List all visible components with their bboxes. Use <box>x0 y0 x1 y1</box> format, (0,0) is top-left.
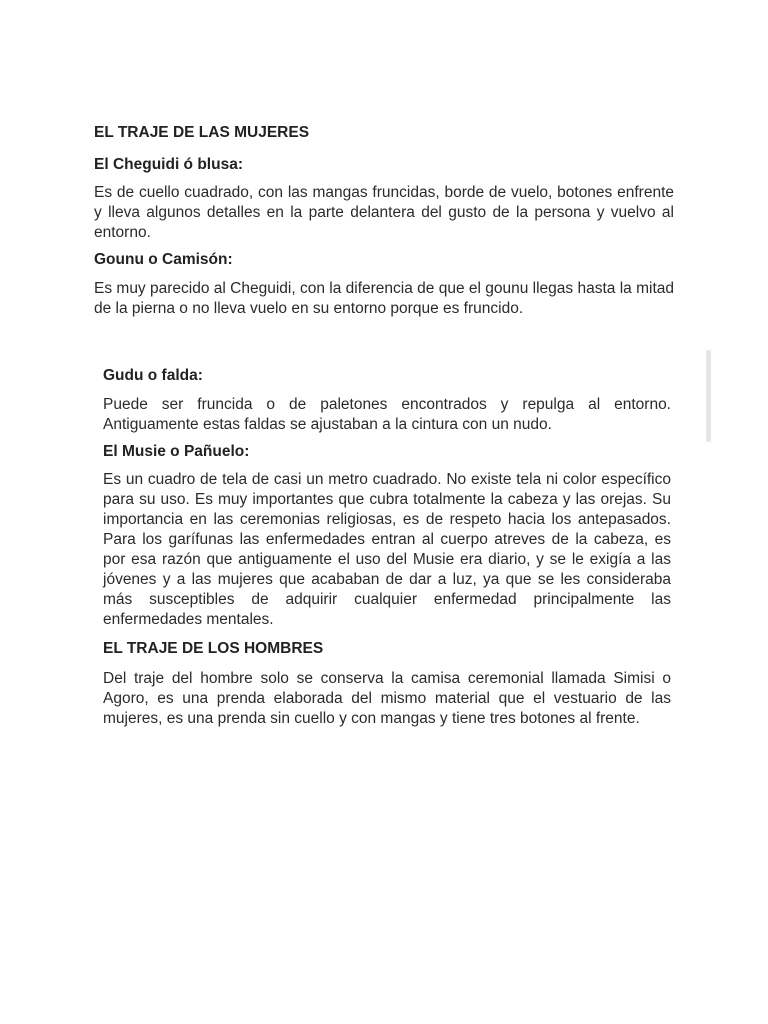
section-title-women: EL TRAJE DE LAS MUJERES <box>94 124 310 141</box>
paragraph-cheguidi: Es de cuello cuadrado, con las mangas fruncidas, borde de vuelo, botones enfrente y lleva algunos detalles en la parte delantera del gusto de la persona y vuelvo al entorno. <box>94 184 674 241</box>
page-section-women-1 <box>94 124 674 319</box>
heading-musie: El Musie o Pañuelo: <box>103 443 250 460</box>
page-section-women-2 <box>103 367 671 729</box>
paragraph-gudu: Puede ser fruncida o de paletones encontrados y repulga al entorno. Antiguamente estas faldas se ajustaban a la cintura con un nudo. <box>103 396 671 433</box>
heading-cheguidi: El Cheguidi ó blusa: <box>94 156 243 173</box>
heading-gounu: Gounu o Camisón: <box>94 251 233 268</box>
paragraph-musie: Es un cuadro de tela de casi un metro cuadrado. No existe tela ni color específico para su uso. Es muy importantes que cubra totalmente la cabeza y las orejas. Su importancia en las ceremonias religiosas, es de respeto hacia los antepasados. Para los garífunas las enfermedades entran al cuerpo atreves de la cabeza, es por esa razón que antiguamente el uso del Musie era diario, y se le exigía a las jóvenes y a las mujeres que acababan de dar a luz, ya que se les consideraba más susceptibles de adquirir cualquier enfermedad principalmente las enfermedades mentales. <box>103 471 671 628</box>
paragraph-gounu: Es muy parecido al Cheguidi, con la diferencia de que el gounu llegas hasta la mitad de la pierna o no lleva vuelo en su entorno porque es fruncido. <box>94 280 674 317</box>
scrollbar[interactable] <box>706 350 711 442</box>
paragraph-men: Del traje del hombre solo se conserva la camisa ceremonial llamada Simisi o Agoro, es una prenda elaborada del mismo material que el vestuario de las mujeres, es una prenda sin cuello y con mangas y tiene tres botones al frente. <box>103 670 671 727</box>
section-title-men: EL TRAJE DE LOS HOMBRES <box>103 640 324 657</box>
heading-gudu: Gudu o falda: <box>103 367 203 384</box>
